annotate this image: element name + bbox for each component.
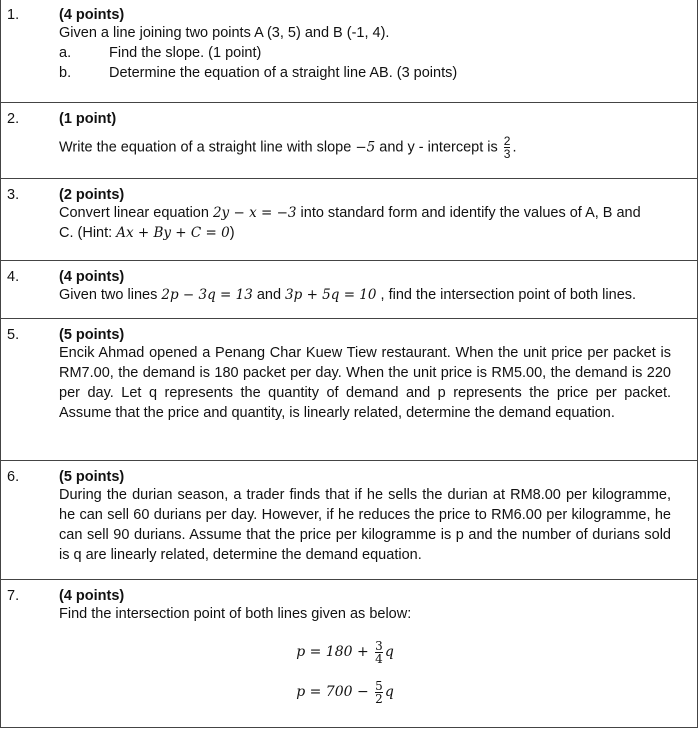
question-7 [1, 580, 697, 728]
question-text: Given a line joining two points A (3, 5) and B (-1, 4). [59, 25, 390, 41]
intercept-fraction [504, 135, 511, 160]
denominator: 4 [375, 651, 383, 666]
text-segment: , find the intersection point of both lines. [376, 287, 637, 303]
denominator: 2 [375, 691, 383, 706]
question-number: 7. [7, 588, 20, 604]
question-text: Find the intersection point of both lines given as below: [59, 606, 412, 622]
question-number: 5. [7, 327, 20, 343]
text-segment: Write the equation of a straight line with slope [59, 139, 356, 156]
question-number: 4. [7, 269, 20, 285]
question-text-line-2 [59, 223, 671, 243]
question-6 [1, 461, 697, 580]
sub-text: Find the slope. (1 point) [109, 45, 262, 61]
sub-label: b. [59, 65, 72, 81]
text-segment: into standard form and identify the values of A, B and [296, 205, 641, 221]
sub-label: a. [59, 45, 72, 61]
question-number: 3. [7, 187, 20, 203]
text-segment: Convert linear equation [59, 205, 213, 221]
question-3 [1, 179, 697, 261]
equation-block [19, 632, 671, 712]
variable: q [384, 684, 394, 700]
question-text [59, 285, 671, 305]
numerator: 2 [503, 134, 511, 148]
text-segment: . [512, 139, 517, 156]
points-label: (4 points) [59, 269, 125, 285]
equation-2: 3p + 5q = 10 [285, 287, 377, 303]
question-text [59, 203, 671, 223]
points-label: (1 point) [59, 111, 117, 127]
points-label: (4 points) [59, 7, 125, 23]
question-number: 6. [7, 469, 20, 485]
equation-lhs: p = 700 − [296, 684, 374, 700]
text-segment: ) [229, 225, 235, 241]
question-2 [1, 103, 697, 179]
coefficient-fraction [375, 640, 383, 665]
text-segment: and y - intercept is [375, 139, 502, 156]
points-label: (2 points) [59, 187, 125, 203]
points-label: (5 points) [59, 327, 125, 343]
question-1 [1, 0, 697, 103]
points-label: (5 points) [59, 469, 125, 485]
hint-equation: Ax + By + C = 0 [116, 225, 230, 241]
question-5 [1, 319, 697, 461]
question-text: During the durian season, a trader finds that if he sells the durian at RM8.00 per kilogramme, he can sell 60 durians per day. However, if he reduces the price to RM6.00 per kilogramme, he can sell 90 durians. Assume that the price per kilogramme is p and the number of durians sold is q are linearly related, determine the demand equation. [59, 487, 671, 563]
slope-value: −5 [355, 139, 376, 156]
question-text [59, 135, 671, 160]
points-label: (4 points) [59, 588, 125, 604]
equation: 2y − x = −3 [212, 205, 297, 221]
sub-question-b [59, 63, 671, 83]
numerator: 5 [375, 678, 383, 693]
question-number: 2. [7, 111, 20, 127]
equation-2 [19, 672, 671, 712]
text-segment: and [252, 287, 286, 303]
sub-text: Determine the equation of a straight line AB. (3 points) [109, 65, 458, 81]
variable: q [384, 644, 394, 660]
text-segment: C. (Hint: [59, 225, 117, 241]
question-4 [1, 261, 697, 319]
sub-question-a [59, 43, 671, 63]
equation-1 [19, 632, 671, 672]
text-segment: Given two lines [59, 287, 162, 303]
numerator: 3 [375, 638, 383, 653]
denominator: 3 [503, 147, 511, 161]
question-number: 1. [7, 7, 20, 23]
equation-lhs: p = 180 + [296, 644, 374, 660]
question-text: Encik Ahmad opened a Penang Char Kuew Tiew restaurant. When the unit price per packet is RM7.00, the demand is 180 packet per day. When the unit price is RM5.00, the demand is 220 per day. Let q represents the quantity of demand and p represents the price per packet. Assume that the price and quantity, is linearly related, determine the demand equation. [59, 345, 671, 421]
equation-1: 2p − 3q = 13 [161, 287, 253, 303]
coefficient-fraction [375, 680, 383, 705]
